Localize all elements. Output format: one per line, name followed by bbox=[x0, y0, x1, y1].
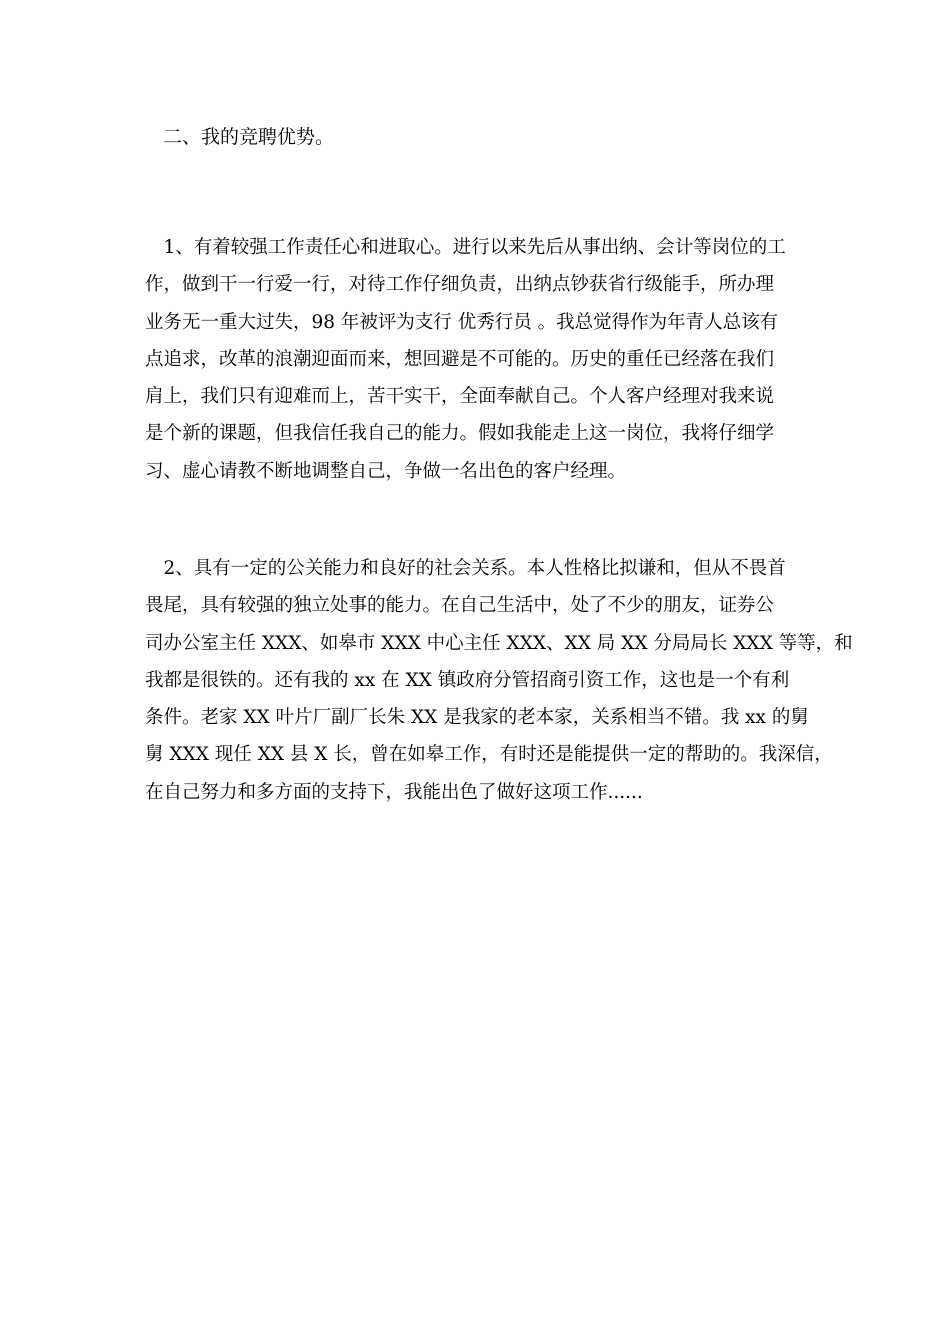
paragraph-1 bbox=[145, 229, 815, 490]
paragraph-line: 1、有着较强工作责任心和进取心。进行以来先后从事出纳、会计等岗位的工 bbox=[145, 237, 786, 258]
paragraph-line: 是个新的课题，但我信任我自己的能力。假如我能走上这一岗位，我将仔细学 bbox=[145, 423, 775, 445]
paragraph-line: 点追求，改革的浪潮迎面而来，想回避是不可能的。历史的重任已经落在我们 bbox=[145, 348, 775, 370]
paragraph-line: 作，做到干一行爱一行，对待工作仔细负责，出纳点钞获省行级能手，所办理 bbox=[145, 274, 775, 296]
paragraph-line: 肩上，我们只有迎难而上，苦干实干，全面奉献自己。个人客户经理对我来说 bbox=[145, 386, 775, 408]
section-heading: 二、我的竞聘优势。 bbox=[163, 126, 335, 148]
paragraph-line: 我都是很铁的。还有我的 xx 在 XX 镇政府分管招商引资工作，这也是一个有利 bbox=[145, 669, 790, 691]
paragraph-line: 2、具有一定的公关能力和良好的社会关系。本人性格比拟谦和，但从不畏首 bbox=[145, 558, 786, 579]
paragraph-line: 舅 XXX 现任 XX 县 X 长，曾在如皋工作，有时还是能提供一定的帮助的。我深信， bbox=[145, 744, 833, 766]
paragraph-line: 业务无一重大过失，98 年被评为支行 优秀行员 。我总觉得作为年青人总该有 bbox=[145, 311, 779, 333]
paragraph-line: 畏尾，具有较强的独立处事的能力。在自己生活中，处了不少的朋友，证券公 bbox=[145, 595, 775, 617]
paragraph-line: 司办公室主任 XXX、如皋市 XXX 中心主任 XXX、XX 局 XX 分局局长 XXX 等等，和 bbox=[145, 632, 853, 654]
paragraph-line: 习、虚心请教不断地调整自己，争做一名出色的客户经理。 bbox=[145, 460, 627, 482]
paragraph-line: 在自己努力和多方面的支持下，我能出色了做好这项工作...... bbox=[145, 781, 643, 803]
paragraph-2 bbox=[145, 550, 853, 811]
paragraph-line: 条件。老家 XX 叶片厂副厂长朱 XX 是我家的老本家，关系相当不错。我 xx 的舅 bbox=[145, 707, 809, 729]
